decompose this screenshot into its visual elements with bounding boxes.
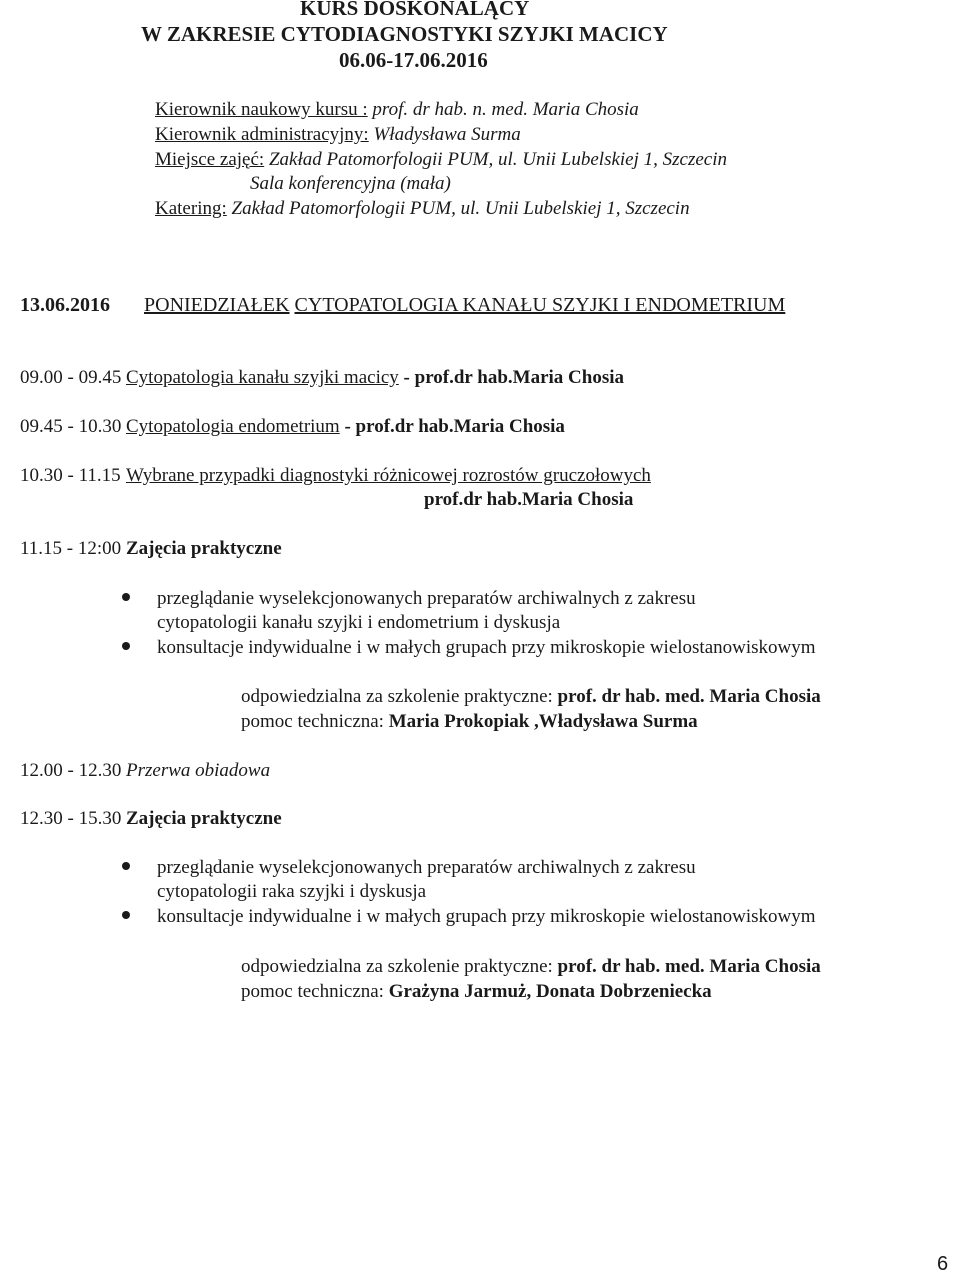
place-label: Miejsce zajęć:: [155, 149, 265, 170]
bullet-icon: [122, 593, 130, 601]
practical2-bullet2: konsultacje indywidualne i w małych grupach przy mikroskopie wielostanowiskowym: [157, 906, 816, 927]
schedule-time: 09.00 - 09.45: [20, 367, 122, 388]
practical1-responsible: [241, 685, 821, 709]
bullet-icon: [122, 862, 130, 870]
schedule-content: [126, 366, 624, 390]
practical2-bullet1-line1: przeglądanie wyselekcjonowanych preparatów archiwalnych z zakresu: [157, 857, 696, 878]
practical1-time: 11.15 - 12:00: [20, 538, 122, 559]
room: Sala konferencyjna (mała): [250, 173, 451, 194]
manager-row: [155, 98, 639, 122]
practical1-bullet2: konsultacje indywidualne i w małych grupach przy mikroskopie wielostanowiskowym: [157, 637, 816, 658]
responsible-label: odpowiedzialna za szkolenie praktyczne:: [241, 686, 553, 707]
practical2-bullet1-line2: cytopatologii raka szyjki i dyskusja: [157, 881, 427, 902]
schedule-lecturer: prof.dr hab.Maria Chosia: [414, 367, 625, 388]
practical1-bullet1-line2: cytopatologii kanału szyjki i endometrium i dyskusja: [157, 612, 561, 633]
day-heading: [144, 293, 785, 317]
responsible-value: prof. dr hab. med. Maria Chosia: [557, 686, 821, 707]
place-row: [155, 148, 727, 172]
course-dates: 06.06-17.06.2016: [339, 48, 488, 72]
schedule-time: 09.45 - 10.30: [20, 416, 122, 437]
responsible-value: prof. dr hab. med. Maria Chosia: [557, 956, 821, 977]
day-heading-rest: CYTOPATOLOGIA KANAŁU SZYJKI I ENDOMETRIUM: [294, 294, 786, 316]
tech-help-label: pomoc techniczna:: [241, 981, 384, 1002]
responsible-label: odpowiedzialna za szkolenie praktyczne:: [241, 956, 553, 977]
catering-value: Zakład Patomorfologii PUM, ul. Unii Lubelskiej 1, Szczecin: [231, 198, 690, 219]
day-heading-weekday: PONIEDZIAŁEK: [144, 294, 290, 316]
tech-help-value: Maria Prokopiak ,Władysława Surma: [388, 711, 698, 732]
admin-row: [155, 123, 521, 147]
schedule-row: [20, 464, 121, 488]
admin-value: Władysława Surma: [373, 124, 521, 145]
page-number: 6: [937, 1253, 949, 1275]
schedule-time: 10.30 - 11.15: [20, 465, 121, 486]
bullet-icon: [122, 642, 130, 650]
lunch-time: 12.00 - 12.30: [20, 760, 122, 781]
admin-label: Kierownik administracyjny:: [155, 124, 369, 145]
schedule-row: [20, 366, 121, 390]
practical1-tech-help: [241, 710, 698, 734]
schedule-content: [126, 415, 565, 439]
practical2-tech-help: [241, 980, 712, 1004]
practical2-time: 12.30 - 15.30: [20, 808, 122, 829]
schedule-topic: Wybrane przypadki diagnostyki różnicowej rozrostów gruczołowych: [126, 465, 651, 486]
schedule-lecturer: prof.dr hab.Maria Chosia: [355, 416, 565, 437]
tech-help-label: pomoc techniczna:: [241, 711, 384, 732]
practical2-title: Zajęcia praktyczne: [126, 808, 282, 829]
catering-row: [155, 197, 690, 221]
schedule-row: [20, 415, 121, 439]
tech-help-value: Grażyna Jarmuż, Donata Dobrzeniecka: [388, 981, 712, 1002]
course-title-line1: KURS DOSKONALĄCY: [300, 0, 530, 20]
practical1-bullet1-line1: przeglądanie wyselekcjonowanych preparatów archiwalnych z zakresu: [157, 588, 696, 609]
manager-value: prof. dr hab. n. med. Maria Chosia: [372, 99, 639, 120]
course-title-line2: W ZAKRESIE CYTODIAGNOSTYKI SZYJKI MACICY: [141, 22, 668, 46]
schedule-topic: Cytopatologia endometrium: [126, 416, 340, 437]
lunch-title: Przerwa obiadowa: [126, 760, 271, 781]
practical1-title: Zajęcia praktyczne: [126, 538, 282, 559]
catering-label: Katering:: [155, 198, 227, 219]
bullet-icon: [122, 911, 130, 919]
schedule-lecturer: prof.dr hab.Maria Chosia: [424, 489, 634, 510]
place-value: Zakład Patomorfologii PUM, ul. Unii Lubelskiej 1, Szczecin: [268, 149, 728, 170]
manager-label: Kierownik naukowy kursu :: [155, 99, 368, 120]
day-date: 13.06.2016: [20, 294, 110, 316]
practical2-responsible: [241, 955, 821, 979]
schedule-separator: -: [403, 367, 410, 388]
schedule-topic: Cytopatologia kanału szyjki macicy: [126, 367, 399, 388]
schedule-separator: -: [344, 416, 351, 437]
